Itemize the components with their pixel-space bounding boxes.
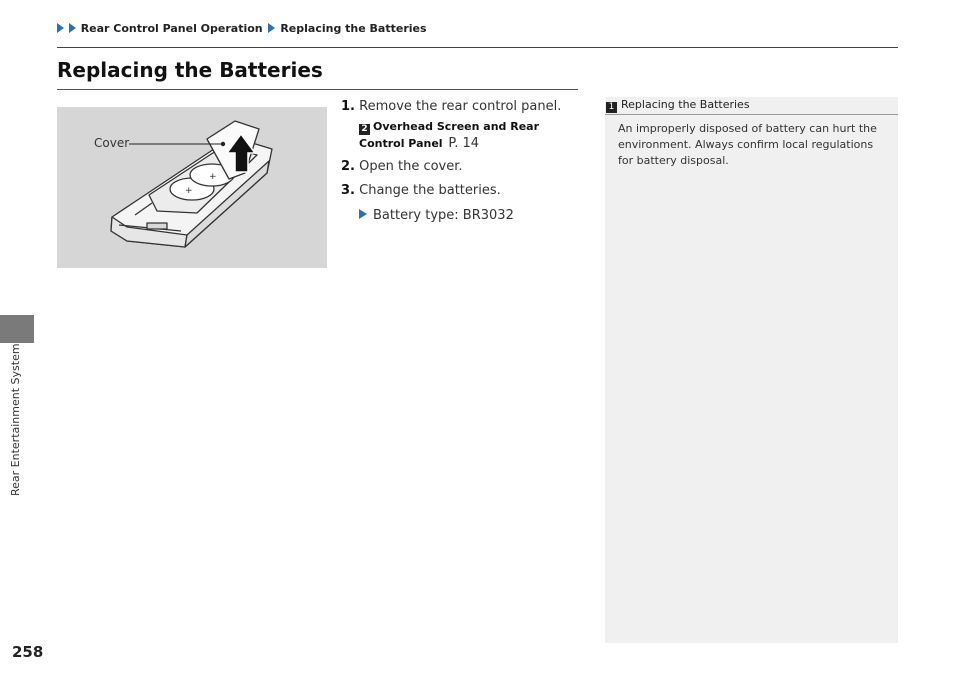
battery-cover-illustration [57, 107, 327, 268]
header-divider [57, 47, 898, 48]
step-2 [341, 158, 463, 175]
note-divider [605, 114, 898, 115]
page-number: 258 [12, 643, 44, 661]
step-result [359, 207, 514, 224]
cross-reference-link-cont[interactable] [359, 135, 479, 152]
svg-text:+: + [209, 172, 217, 182]
section-tab-marker [0, 315, 34, 343]
breadcrumb-item-replacing-batteries[interactable]: Replacing the Batteries [280, 22, 427, 35]
note-body: An improperly disposed of battery can hurt the environment. Always confirm local regulations for battery disposal. [618, 122, 877, 167]
step-number: 1. [341, 99, 355, 114]
title-divider [57, 89, 578, 90]
xref-title-line1: Overhead Screen and Rear [373, 120, 540, 133]
note-title [606, 98, 750, 113]
step-number: 3. [341, 183, 355, 198]
result-arrow-icon [359, 209, 367, 219]
breadcrumb-arrow-icon [268, 23, 275, 33]
step-text: Remove the rear control panel. [359, 99, 562, 114]
step-text: Change the batteries. [359, 183, 501, 198]
cover-callout-label: Cover [94, 136, 130, 150]
page-title: Replacing the Batteries [57, 58, 323, 82]
breadcrumb-item-rear-control-panel[interactable]: Rear Control Panel Operation [80, 22, 263, 35]
breadcrumb [57, 22, 429, 35]
note-title-text: Replacing the Batteries [621, 98, 750, 111]
svg-text:+: + [185, 186, 193, 196]
step-number: 2. [341, 159, 355, 174]
breadcrumb-arrow-icon [57, 23, 64, 33]
cross-reference-link[interactable] [359, 118, 539, 135]
breadcrumb-arrow-icon [69, 23, 76, 33]
side-note-panel [605, 97, 898, 643]
xref-page: P. 14 [448, 136, 480, 151]
note-icon: 1 [606, 102, 617, 113]
remote-control-drawing [57, 107, 327, 268]
step-1 [341, 98, 561, 115]
battery-type-text: Battery type: BR3032 [373, 208, 514, 223]
step-text: Open the cover. [359, 159, 463, 174]
step-3 [341, 182, 501, 199]
xref-title-line2: Control Panel [359, 137, 443, 150]
reference-icon: 2 [359, 124, 370, 135]
section-side-label: Rear Entertainment System [9, 343, 22, 496]
